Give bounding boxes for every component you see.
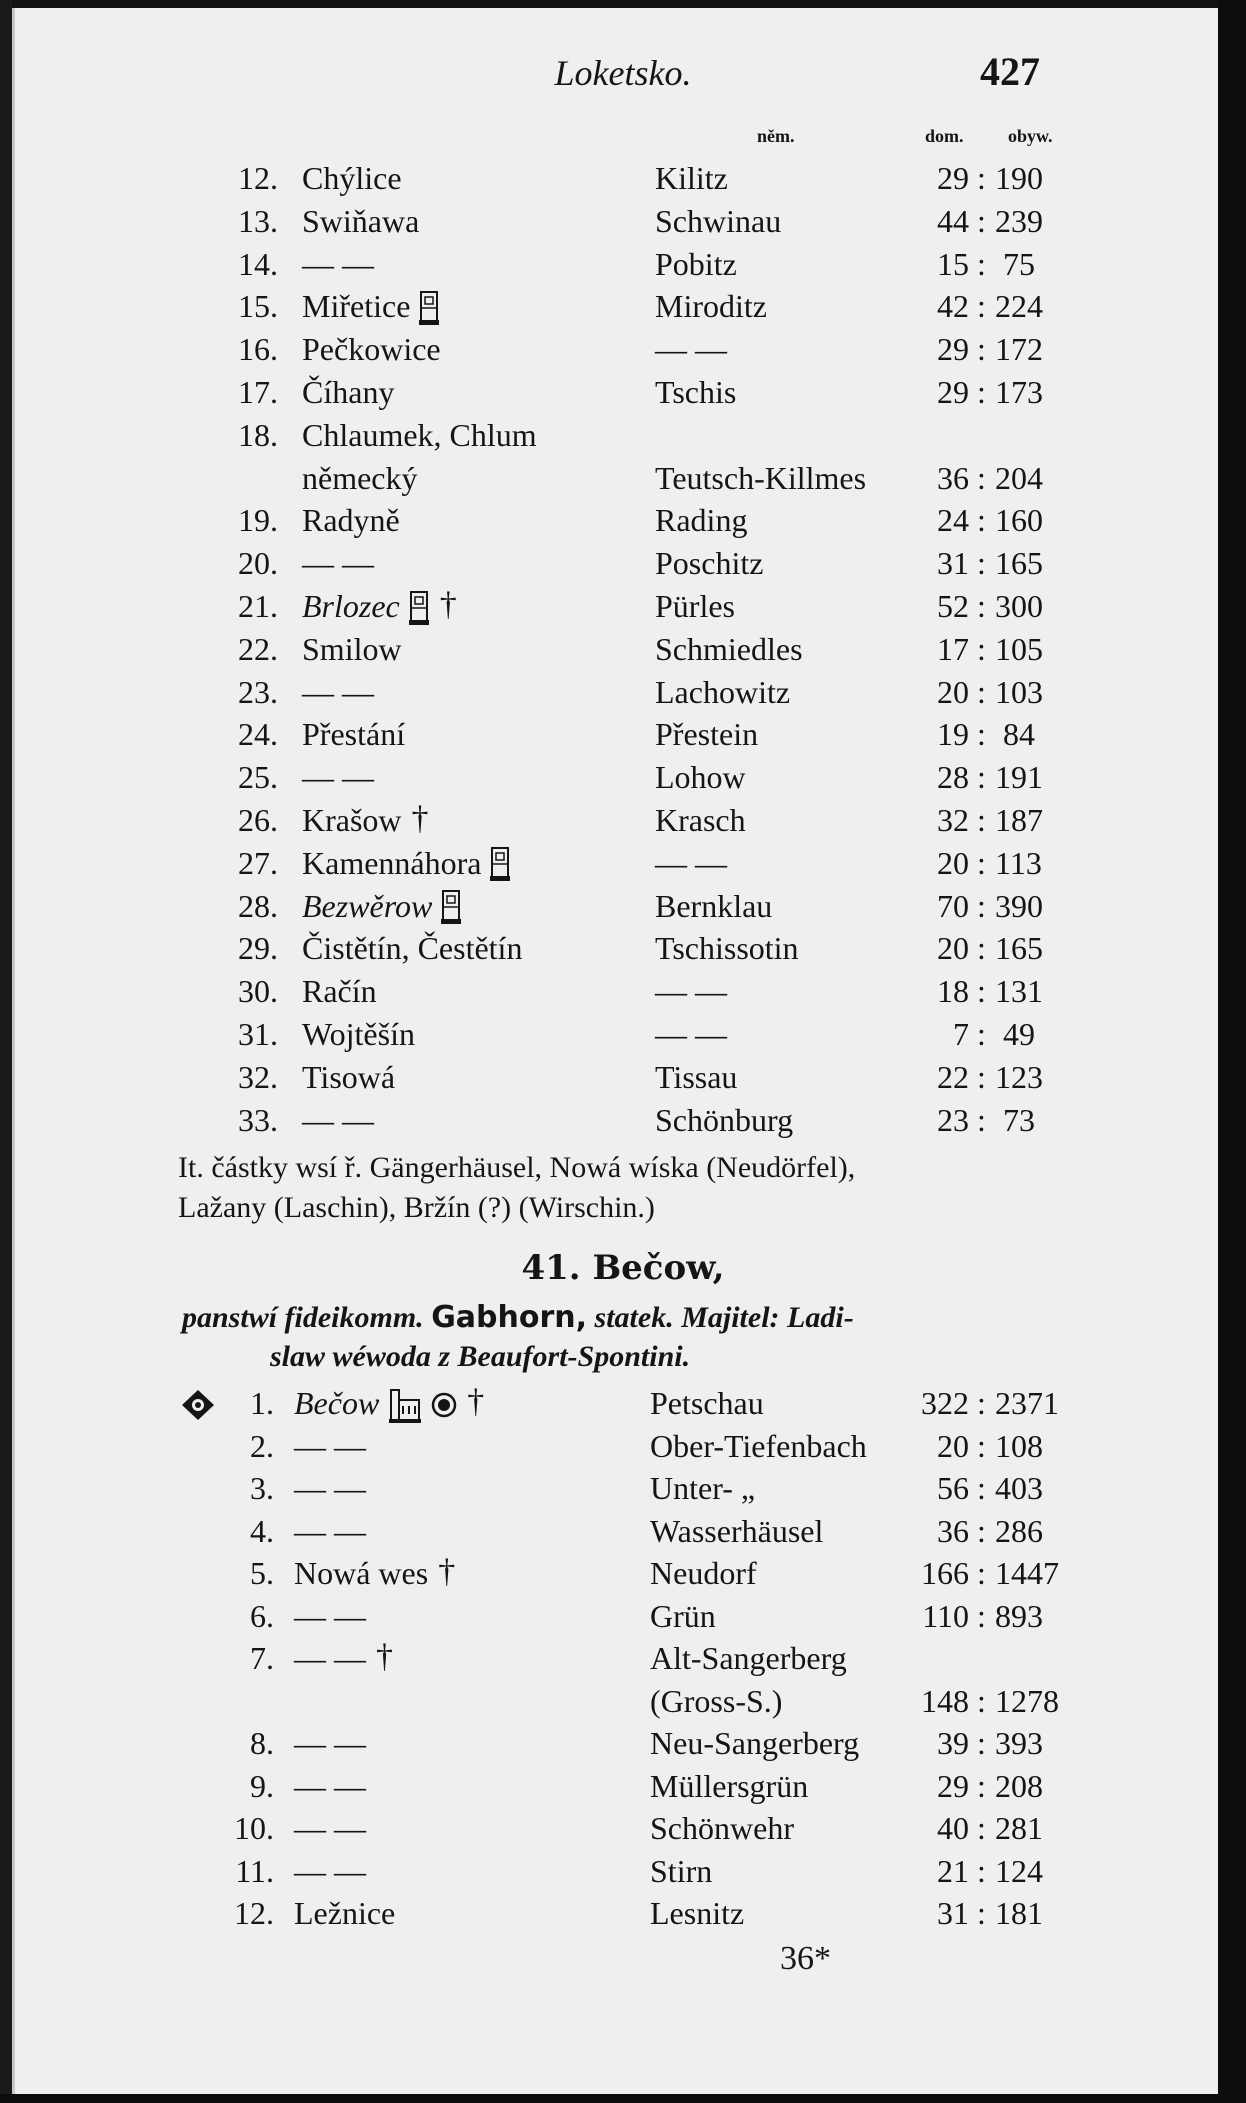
castle-icon bbox=[418, 290, 440, 326]
houses-count: 31 bbox=[937, 545, 969, 582]
houses-count: 29 bbox=[937, 331, 969, 368]
czech-name: Bečow bbox=[294, 1385, 380, 1421]
row-number: 10. bbox=[234, 1810, 274, 1846]
ratio-separator: : bbox=[977, 673, 986, 710]
czech-name: — — bbox=[294, 1640, 366, 1676]
czech-name: Swiňawa bbox=[302, 202, 420, 239]
german-name: Přestein bbox=[655, 716, 759, 753]
inhabitants-count: 172 bbox=[995, 331, 1043, 368]
table-row bbox=[0, 288, 1246, 328]
czech-name: — — bbox=[302, 545, 374, 582]
symbol-group bbox=[432, 886, 462, 926]
table-row bbox=[0, 1725, 1246, 1765]
table-row bbox=[0, 160, 1246, 200]
german-name: — — bbox=[655, 1016, 727, 1052]
ratio-separator: : bbox=[977, 1725, 986, 1761]
inhabitants-count: 160 bbox=[995, 502, 1043, 539]
row-number: 14. bbox=[238, 245, 278, 282]
inhabitants-count: 187 bbox=[995, 802, 1043, 838]
houses-count: 29 bbox=[937, 1767, 969, 1804]
czech-name: Pečkowice bbox=[302, 331, 441, 368]
row-number: 16. bbox=[238, 331, 278, 368]
note-line-1: It. částky wsí ř. Gängerhäusel, Nowá wíska (Neudörfel), bbox=[178, 1151, 856, 1184]
inhabitants-count: 173 bbox=[995, 374, 1043, 410]
czech-name: Ležnice bbox=[294, 1895, 396, 1931]
row-number: 15. bbox=[238, 288, 278, 325]
german-name: Miroditz bbox=[655, 288, 767, 325]
ratio-separator: : bbox=[977, 160, 986, 196]
czech-name: Račín bbox=[302, 973, 377, 1010]
german-name: Pobitz bbox=[655, 245, 737, 282]
czech-name: Wojtěšín bbox=[302, 1016, 415, 1052]
inhabitants-count: 204 bbox=[995, 459, 1043, 496]
houses-count: 40 bbox=[937, 1810, 969, 1846]
houses-count: 52 bbox=[937, 588, 969, 624]
czech-name: Číhany bbox=[302, 374, 395, 410]
castle-icon bbox=[489, 846, 511, 882]
ratio-separator: : bbox=[977, 1810, 986, 1846]
czech-name: Tisowá bbox=[302, 1058, 396, 1095]
table-row bbox=[0, 1895, 1246, 1935]
ratio-separator: : bbox=[977, 1767, 986, 1804]
ratio-separator: : bbox=[977, 1427, 986, 1464]
german-name: Müllersgrün bbox=[650, 1767, 809, 1804]
section-subtitle-1 bbox=[182, 1300, 854, 1335]
row-number: 9. bbox=[250, 1767, 274, 1804]
houses-count: 166 bbox=[921, 1555, 969, 1591]
houses-count: 20 bbox=[937, 844, 969, 881]
table-row bbox=[0, 246, 1246, 286]
inhabitants-count: 165 bbox=[995, 545, 1043, 582]
page-number: 427 bbox=[980, 49, 1040, 94]
inhabitants-count: 1278 bbox=[995, 1682, 1059, 1719]
ratio-separator: : bbox=[977, 1058, 986, 1095]
row-number: 2. bbox=[250, 1427, 274, 1464]
german-name: Poschitz bbox=[655, 545, 764, 582]
table-row bbox=[0, 502, 1246, 542]
german-name: Stirn bbox=[650, 1852, 713, 1889]
german-name: Bernklau bbox=[655, 887, 773, 924]
houses-count: 20 bbox=[937, 673, 969, 710]
houses-count: 44 bbox=[937, 202, 969, 239]
czech-name: Radyně bbox=[302, 502, 400, 539]
german-name: Petschau bbox=[650, 1385, 764, 1421]
table-row bbox=[0, 545, 1246, 585]
german-name: — — bbox=[655, 973, 727, 1010]
czech-name: — — bbox=[294, 1767, 366, 1804]
church-cross-icon: † bbox=[439, 586, 457, 623]
row-number: 21. bbox=[238, 588, 278, 624]
inhabitants-count: 281 bbox=[995, 1810, 1043, 1846]
german-name: Schönwehr bbox=[650, 1810, 794, 1846]
ratio-separator: : bbox=[977, 502, 986, 539]
inhabitants-count: 123 bbox=[995, 1058, 1043, 1095]
row-number: 12. bbox=[238, 160, 278, 196]
houses-count: 32 bbox=[937, 802, 969, 838]
inhabitants-count: 49 bbox=[995, 1016, 1035, 1052]
czech-name: Smilow bbox=[302, 630, 402, 667]
czech-name: Kamennáhora bbox=[302, 844, 482, 881]
czech-name: Brlozec bbox=[302, 588, 400, 624]
table-row bbox=[0, 674, 1246, 714]
inhabitants-count: 300 bbox=[995, 588, 1043, 624]
section-subtitle-estate-type: panstwí fideikomm. bbox=[182, 1301, 424, 1334]
houses-count: 23 bbox=[937, 1101, 969, 1138]
houses-count: 29 bbox=[937, 160, 969, 196]
section-subtitle-owner-label: statek. Majitel: Ladi- bbox=[594, 1301, 854, 1334]
row-number: 13. bbox=[238, 202, 278, 239]
inhabitants-count: 224 bbox=[995, 288, 1043, 325]
castle-icon bbox=[408, 590, 430, 626]
czech-name: Bezwěrow bbox=[302, 887, 433, 924]
czech-name: Miřetice bbox=[302, 288, 411, 325]
row-number: 29. bbox=[238, 930, 278, 967]
ratio-separator: : bbox=[977, 930, 986, 967]
row-number: 12. bbox=[234, 1895, 274, 1931]
ratio-separator: : bbox=[977, 1512, 986, 1549]
german-name: Kilitz bbox=[655, 160, 728, 196]
german-name: Teutsch-Killmes bbox=[655, 459, 867, 496]
symbol-group bbox=[481, 843, 511, 883]
czech-name: — — bbox=[294, 1512, 366, 1549]
german-name: Schwinau bbox=[655, 202, 782, 239]
german-name: Unter- „ bbox=[650, 1470, 756, 1506]
inhabitants-count: 190 bbox=[995, 160, 1043, 196]
inhabitants-count: 191 bbox=[995, 759, 1043, 796]
houses-count: 70 bbox=[937, 887, 969, 924]
target-circle-icon bbox=[431, 1392, 457, 1418]
ratio-separator: : bbox=[977, 1016, 986, 1052]
german-name: Neudorf bbox=[650, 1555, 757, 1591]
german-name: Wasserhäusel bbox=[650, 1512, 824, 1549]
inhabitants-count: 103 bbox=[995, 673, 1043, 710]
row-number: 5. bbox=[250, 1555, 274, 1591]
czech-name: Přestání bbox=[302, 716, 406, 753]
inhabitants-count: 105 bbox=[995, 630, 1043, 667]
czech-name: — — bbox=[294, 1597, 366, 1634]
section-subtitle-2: slaw wéwoda z Beaufort-Spontini. bbox=[270, 1340, 691, 1373]
row-number: 24. bbox=[238, 716, 278, 753]
table-row bbox=[0, 1768, 1246, 1808]
ratio-separator: : bbox=[977, 844, 986, 881]
houses-count: 22 bbox=[937, 1058, 969, 1095]
czech-name: — — bbox=[302, 245, 374, 282]
czech-name: — — bbox=[302, 759, 374, 796]
ratio-separator: : bbox=[977, 1597, 986, 1634]
houses-count: 42 bbox=[937, 288, 969, 325]
table-row bbox=[0, 716, 1246, 756]
row-number: 1. bbox=[250, 1385, 274, 1421]
table-row bbox=[0, 888, 1246, 928]
czech-name: — — bbox=[294, 1810, 366, 1846]
table-row bbox=[0, 460, 1246, 500]
row-number: 20. bbox=[238, 545, 278, 582]
houses-count: 28 bbox=[937, 759, 969, 796]
czech-name: Čistětín, Čestětín bbox=[302, 930, 523, 967]
table-row bbox=[0, 1513, 1246, 1553]
houses-count: 110 bbox=[922, 1597, 969, 1634]
row-number: 7. bbox=[250, 1640, 274, 1676]
houses-count: 24 bbox=[937, 502, 969, 539]
table-row bbox=[0, 1385, 1246, 1425]
section-subtitle-estate-name: Gabhorn, bbox=[431, 1300, 588, 1335]
houses-count: 15 bbox=[937, 245, 969, 282]
ratio-separator: : bbox=[977, 1385, 986, 1421]
row-number: 4. bbox=[250, 1512, 274, 1549]
row-number: 32. bbox=[238, 1058, 278, 1095]
inhabitants-count: 75 bbox=[995, 245, 1035, 282]
row-number: 17. bbox=[238, 374, 278, 410]
ratio-separator: : bbox=[977, 374, 986, 410]
table-row bbox=[0, 1683, 1246, 1723]
table-row bbox=[0, 1640, 1246, 1680]
houses-count: 18 bbox=[937, 973, 969, 1010]
inhabitants-count: 108 bbox=[995, 1427, 1043, 1464]
inhabitants-count: 131 bbox=[995, 973, 1043, 1010]
row-number: 33. bbox=[238, 1101, 278, 1138]
inhabitants-count: 165 bbox=[995, 930, 1043, 967]
german-name: Lachowitz bbox=[655, 673, 791, 710]
ratio-separator: : bbox=[977, 245, 986, 282]
row-number: 26. bbox=[238, 802, 278, 838]
german-name: Lesnitz bbox=[650, 1895, 745, 1931]
inhabitants-count: 893 bbox=[995, 1597, 1043, 1634]
ratio-separator: : bbox=[977, 1852, 986, 1889]
german-name: Neu-Sangerberg bbox=[650, 1725, 860, 1761]
table-row bbox=[0, 417, 1246, 457]
czech-name: — — bbox=[294, 1725, 366, 1761]
column-header-inhabitants: obyw. bbox=[1008, 126, 1053, 146]
houses-count: 148 bbox=[921, 1682, 969, 1719]
czech-name: — — bbox=[294, 1852, 366, 1889]
german-name: Krasch bbox=[655, 802, 746, 838]
czech-name: — — bbox=[294, 1470, 366, 1506]
czech-name: německý bbox=[302, 459, 418, 496]
table-row bbox=[0, 930, 1246, 970]
table-row bbox=[0, 1598, 1246, 1638]
german-name: Alt-Sangerberg bbox=[650, 1640, 847, 1676]
ratio-separator: : bbox=[977, 1682, 986, 1719]
german-name: — — bbox=[655, 331, 727, 368]
symbol-group bbox=[379, 1383, 485, 1424]
row-number: 23. bbox=[238, 673, 278, 710]
czech-name: — — bbox=[302, 673, 374, 710]
houses-count: 20 bbox=[937, 930, 969, 967]
ratio-separator: : bbox=[977, 1470, 986, 1506]
german-name: Schönburg bbox=[655, 1101, 794, 1138]
church-cross-icon: † bbox=[411, 800, 429, 837]
inhabitants-count: 403 bbox=[995, 1470, 1043, 1506]
table-row bbox=[0, 374, 1246, 414]
seat-diamond-icon bbox=[178, 1389, 218, 1429]
ratio-separator: : bbox=[977, 802, 986, 838]
german-name: — — bbox=[655, 844, 727, 881]
symbol-group bbox=[410, 286, 440, 326]
church-cross-icon: † bbox=[467, 1383, 485, 1420]
row-number: 19. bbox=[238, 502, 278, 539]
german-name: Tschis bbox=[655, 374, 737, 410]
ratio-separator: : bbox=[977, 759, 986, 796]
table-row bbox=[0, 1016, 1246, 1056]
houses-count: 36 bbox=[937, 1512, 969, 1549]
german-name: (Gross-S.) bbox=[650, 1682, 783, 1719]
ratio-separator: : bbox=[977, 1555, 986, 1591]
table-row bbox=[0, 1853, 1246, 1893]
table-row bbox=[0, 1428, 1246, 1468]
ratio-separator: : bbox=[977, 202, 986, 239]
german-name: Rading bbox=[655, 502, 748, 539]
ratio-separator: : bbox=[977, 288, 986, 325]
czech-name: Nowá wes bbox=[294, 1555, 429, 1591]
inhabitants-count: 113 bbox=[995, 844, 1042, 881]
row-number: 8. bbox=[250, 1725, 274, 1761]
church-cross-icon: † bbox=[438, 1553, 456, 1590]
german-name: Tissau bbox=[655, 1058, 738, 1095]
houses-count: 322 bbox=[921, 1385, 969, 1421]
signature-mark: 36* bbox=[780, 1940, 831, 1977]
inhabitants-count: 84 bbox=[995, 716, 1035, 753]
inhabitants-count: 73 bbox=[995, 1101, 1035, 1138]
houses-count: 17 bbox=[937, 630, 969, 667]
row-number: 27. bbox=[238, 844, 278, 881]
ratio-separator: : bbox=[977, 716, 986, 753]
ratio-separator: : bbox=[977, 331, 986, 368]
inhabitants-count: 390 bbox=[995, 887, 1043, 924]
inhabitants-count: 2371 bbox=[995, 1385, 1059, 1421]
row-number: 25. bbox=[238, 759, 278, 796]
german-name: Lohow bbox=[655, 759, 746, 796]
table-row bbox=[0, 759, 1246, 799]
table-row bbox=[0, 631, 1246, 671]
inhabitants-count: 393 bbox=[995, 1725, 1043, 1761]
inhabitants-count: 208 bbox=[995, 1767, 1043, 1804]
czech-name: Chlaumek, Chlum bbox=[302, 416, 537, 453]
row-number: 30. bbox=[238, 973, 278, 1010]
table-row bbox=[0, 1555, 1246, 1595]
ratio-separator: : bbox=[977, 1895, 986, 1931]
row-number: 31. bbox=[238, 1016, 278, 1052]
houses-count: 39 bbox=[937, 1725, 969, 1761]
table-row bbox=[0, 845, 1246, 885]
houses-count: 36 bbox=[937, 459, 969, 496]
table-row bbox=[0, 1102, 1246, 1142]
inhabitants-count: 1447 bbox=[995, 1555, 1059, 1591]
czech-name: Krašow bbox=[302, 802, 402, 838]
castle-icon bbox=[440, 889, 462, 925]
inhabitants-count: 239 bbox=[995, 202, 1043, 239]
table-row bbox=[0, 1059, 1246, 1099]
czech-name: — — bbox=[294, 1427, 366, 1464]
row-number: 22. bbox=[238, 630, 278, 667]
table-row bbox=[0, 973, 1246, 1013]
german-name: Pürles bbox=[655, 588, 735, 624]
column-header-houses: dom. bbox=[925, 126, 964, 146]
inhabitants-count: 286 bbox=[995, 1512, 1043, 1549]
column-header-german: něm. bbox=[757, 126, 795, 146]
row-number: 6. bbox=[250, 1597, 274, 1634]
row-number: 28. bbox=[238, 887, 278, 924]
german-name: Tschissotin bbox=[655, 930, 799, 967]
ratio-separator: : bbox=[977, 1101, 986, 1138]
note-line-2: Lažany (Laschin), Bržín (?) (Wirschin.) bbox=[178, 1191, 655, 1224]
ratio-separator: : bbox=[977, 588, 986, 624]
church-cross-icon: † bbox=[376, 1638, 393, 1675]
table-row bbox=[0, 1470, 1246, 1510]
ratio-separator: : bbox=[977, 973, 986, 1010]
ratio-separator: : bbox=[977, 887, 986, 924]
houses-count: 56 bbox=[937, 1470, 969, 1506]
table-row bbox=[0, 1810, 1246, 1850]
houses-count: 19 bbox=[937, 716, 969, 753]
houses-count: 21 bbox=[937, 1852, 969, 1889]
table-row bbox=[0, 331, 1246, 371]
ratio-separator: : bbox=[977, 630, 986, 667]
symbol-group bbox=[400, 586, 457, 626]
houses-count: 20 bbox=[937, 1427, 969, 1464]
houses-count: 29 bbox=[937, 374, 969, 410]
manor-house-icon bbox=[387, 1386, 423, 1424]
table-row bbox=[0, 203, 1246, 243]
houses-count: 7 bbox=[953, 1016, 969, 1052]
czech-name: Chýlice bbox=[302, 160, 402, 196]
row-number: 3. bbox=[250, 1470, 274, 1506]
running-title: Loketsko. bbox=[554, 53, 692, 93]
row-number: 18. bbox=[238, 416, 278, 453]
table-row bbox=[0, 802, 1246, 842]
inhabitants-count: 124 bbox=[995, 1852, 1043, 1889]
czech-name: — — bbox=[302, 1101, 374, 1138]
table-row bbox=[0, 588, 1246, 628]
ratio-separator: : bbox=[977, 545, 986, 582]
german-name: Schmiedles bbox=[655, 630, 803, 667]
ratio-separator: : bbox=[977, 459, 986, 496]
houses-count: 31 bbox=[937, 1895, 969, 1931]
german-name: Grün bbox=[650, 1597, 716, 1634]
inhabitants-count: 181 bbox=[995, 1895, 1043, 1931]
german-name: Ober-Tiefenbach bbox=[650, 1427, 867, 1464]
row-number: 11. bbox=[235, 1852, 274, 1889]
section-title: 41. Bečow, bbox=[521, 1248, 725, 1288]
